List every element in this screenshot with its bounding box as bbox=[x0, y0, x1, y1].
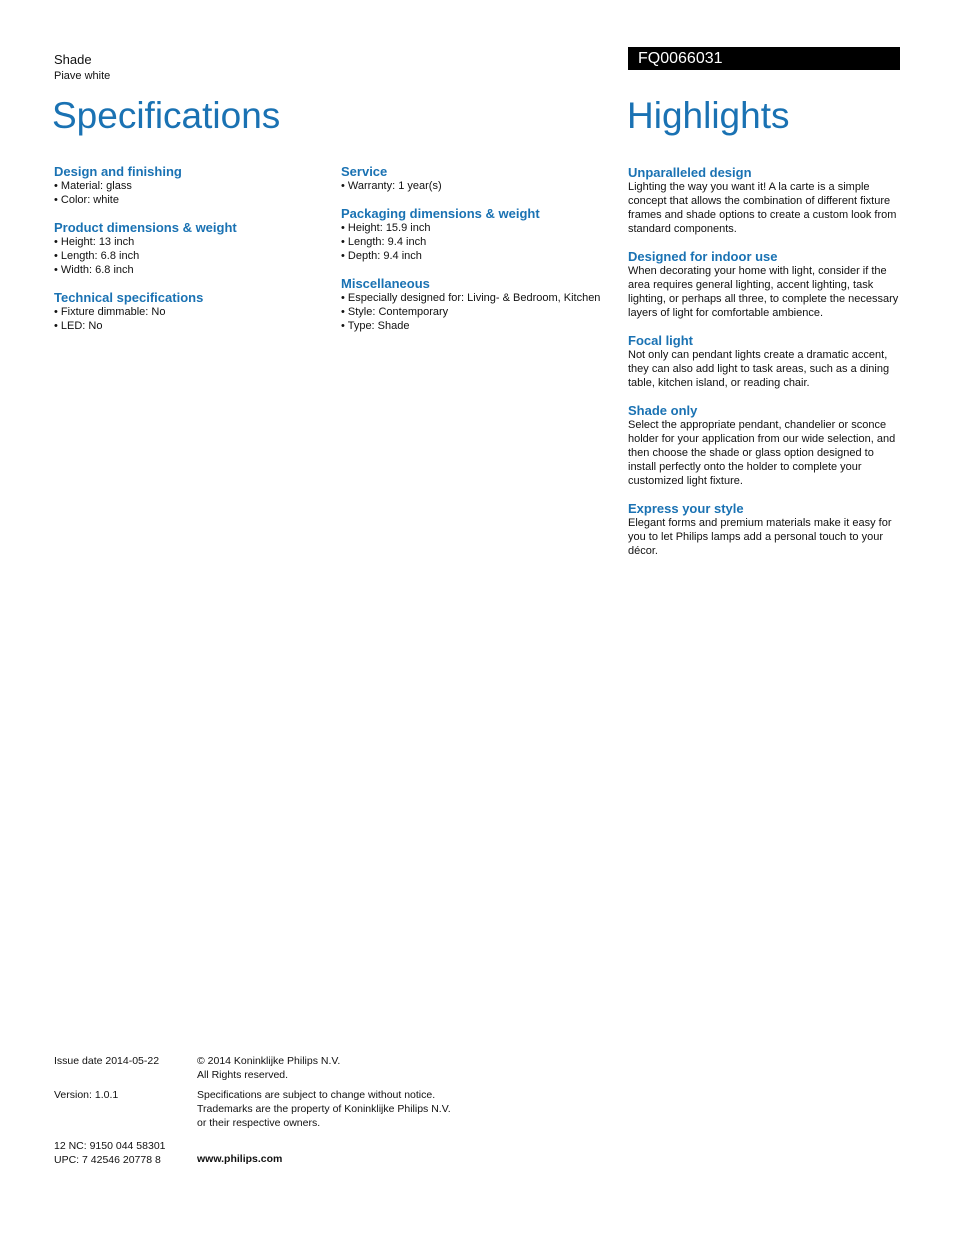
highlight-title: Focal light bbox=[628, 333, 693, 348]
highlight-title: Express your style bbox=[628, 501, 744, 516]
highlight-item bbox=[628, 249, 902, 320]
spec-group-design bbox=[54, 164, 334, 207]
spec-group-technical bbox=[54, 290, 334, 333]
spec-item: • Style: Contemporary bbox=[341, 306, 449, 318]
spec-item: • Color: white bbox=[54, 194, 119, 206]
highlight-body: Not only can pendant lights create a dramatic accent, they can also add light to task areas, such as a dining table, kitchen island, or reading chair. bbox=[628, 349, 890, 389]
highlight-item bbox=[628, 333, 902, 390]
disclaimer bbox=[197, 1088, 451, 1130]
product-variant: Piave white bbox=[54, 70, 111, 82]
spec-item: • Length: 6.8 inch bbox=[54, 250, 140, 262]
spec-item: • Width: 6.8 inch bbox=[54, 264, 134, 276]
disclaimer-line: Trademarks are the property of Koninklijke Philips N.V. bbox=[197, 1103, 451, 1115]
website-link[interactable]: www.philips.com bbox=[197, 1153, 283, 1165]
highlights-column bbox=[628, 165, 902, 571]
spec-item: • Especially designed for: Living- & Bedroom, Kitchen bbox=[341, 292, 601, 304]
spec-group-title: Design and finishing bbox=[54, 164, 182, 179]
spec-group-service bbox=[341, 164, 621, 193]
spec-item: • Material: glass bbox=[54, 180, 132, 192]
spec-group-title: Product dimensions & weight bbox=[54, 220, 237, 235]
nc-code: 12 NC: 9150 044 58301 bbox=[54, 1140, 166, 1152]
spec-item: • Height: 15.9 inch bbox=[341, 222, 431, 234]
disclaimer-line: Specifications are subject to change without notice. bbox=[197, 1089, 436, 1101]
spec-group-packaging-dimensions bbox=[341, 206, 621, 263]
spec-item: • LED: No bbox=[54, 320, 103, 332]
spec-item: • Fixture dimmable: No bbox=[54, 306, 166, 318]
spec-item: • Type: Shade bbox=[341, 320, 410, 332]
upc-code: UPC: 7 42546 20778 8 bbox=[54, 1154, 161, 1166]
spec-item: • Depth: 9.4 inch bbox=[341, 250, 422, 262]
highlight-title: Shade only bbox=[628, 403, 698, 418]
spec-item: • Length: 9.4 inch bbox=[341, 236, 427, 248]
product-name: Shade bbox=[54, 52, 92, 67]
version: Version: 1.0.1 bbox=[54, 1089, 119, 1101]
spec-group-product-dimensions bbox=[54, 220, 334, 277]
highlight-item bbox=[628, 165, 902, 236]
issue-date: Issue date 2014-05-22 bbox=[54, 1055, 160, 1067]
highlight-body: Elegant forms and premium materials make it easy for you to let Philips lamps add a personal touch to your décor. bbox=[628, 517, 892, 557]
spec-item: • Warranty: 1 year(s) bbox=[341, 180, 442, 192]
highlight-body: Lighting the way you want it! A la carte is a simple concept that allows the combination of different fixture frames and shade options to create a custom look from standard components. bbox=[628, 181, 897, 235]
sku-badge: FQ0066031 bbox=[628, 47, 900, 70]
highlight-title: Designed for indoor use bbox=[628, 249, 778, 264]
spec-group-title: Packaging dimensions & weight bbox=[341, 206, 540, 221]
highlight-item bbox=[628, 403, 902, 488]
spec-group-miscellaneous bbox=[341, 276, 621, 333]
highlight-title: Unparalleled design bbox=[628, 165, 752, 180]
spec-group-title: Miscellaneous bbox=[341, 276, 430, 291]
specifications-title: Specifications bbox=[52, 95, 281, 136]
spec-item: • Height: 13 inch bbox=[54, 236, 135, 248]
copyright bbox=[197, 1054, 340, 1082]
product-codes bbox=[54, 1139, 166, 1167]
copyright-line: © 2014 Koninklijke Philips N.V. bbox=[197, 1055, 341, 1067]
spec-column-2 bbox=[341, 164, 621, 346]
spec-column-1 bbox=[54, 164, 334, 346]
highlight-body: Select the appropriate pendant, chandelier or sconce holder for your application from our wide selection, and then choose the shade or glass option designed to install perfectly onto the holder to complete your customized light fixture. bbox=[628, 419, 896, 487]
spec-group-title: Service bbox=[341, 164, 388, 179]
highlight-body: When decorating your home with light, consider if the area requires general lighting, accent lighting, task lighting, or perhaps all three, to complete the necessary layers of light for comfortable ambience. bbox=[628, 265, 899, 319]
disclaimer-line: or their respective owners. bbox=[197, 1117, 321, 1129]
spec-group-title: Technical specifications bbox=[54, 290, 204, 305]
rights-line: All Rights reserved. bbox=[197, 1069, 289, 1081]
highlight-item bbox=[628, 501, 902, 558]
highlights-title: Highlights bbox=[627, 95, 790, 136]
